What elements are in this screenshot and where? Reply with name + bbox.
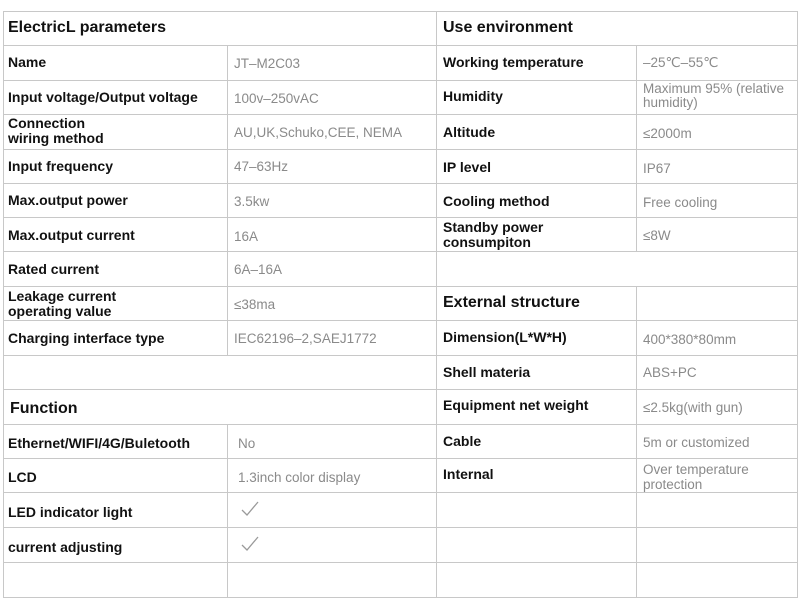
function-title: Function [10,400,78,417]
env-value-cooling: Free cooling [643,195,718,210]
struct-label-dimension: Dimension(L*W*H) [443,329,567,345]
env-value-temperature: –25℃–55℃ [643,55,719,70]
param-value-rated-current: 6A–16A [234,262,283,277]
param-value-max-power: 3.5kw [234,194,270,209]
struct-value-internal: Over temperature protection [643,462,749,492]
checkmark-icon [240,500,260,518]
param-label-voltage: Input voltage/Output voltage [8,89,198,105]
param-label-rated-current: Rated current [8,261,100,277]
struct-label-weight: Equipment net weight [443,397,589,413]
env-label-standby: Standby power consumpiton [443,219,544,250]
param-label-max-power: Max.output power [8,192,128,208]
param-value-max-current: 16A [234,229,259,244]
env-value-ip-level: IP67 [643,161,671,176]
param-label-max-current: Max.output current [8,227,135,243]
function-label-current-adjusting: current adjusting [8,539,123,555]
env-label-altitude: Altitude [443,124,496,140]
struct-value-dimension: 400*380*80mm [643,332,737,347]
struct-value-shell: ABS+PC [643,365,697,380]
param-value-wiring: AU,UK,Schuko,CEE, NEMA [234,125,403,140]
param-value-interface: IEC62196–2,SAEJ1772 [234,331,377,346]
struct-value-cable: 5m or customized [643,435,750,450]
use-environment-title: Use environment [443,19,573,36]
env-value-humidity: Maximum 95% (relative humidity) [643,81,785,110]
electric-params-title: ElectricL parameters [8,19,167,36]
param-label-leakage: Leakage current operating value [8,288,117,319]
env-label-ip-level: IP level [443,159,492,175]
struct-label-cable: Cable [443,433,482,449]
env-label-temperature: Working temperature [443,54,584,70]
struct-label-internal: Internal [443,466,494,482]
function-label-lcd: LCD [8,469,37,485]
param-value-voltage: 100v–250vAC [234,91,319,106]
struct-label-shell: Shell materia [443,364,531,380]
env-value-standby: ≤8W [643,228,671,243]
struct-value-weight: ≤2.5kg(with gun) [643,400,743,415]
param-label-interface: Charging interface type [8,330,165,346]
env-value-altitude: ≤2000m [643,126,692,141]
param-value-name: JT–M2C03 [234,56,301,71]
env-label-humidity: Humidity [443,88,503,104]
function-label-led: LED indicator light [8,504,133,520]
param-value-frequency: 47–63Hz [234,159,289,174]
checkmark-icon [240,535,260,553]
env-label-cooling: Cooling method [443,193,550,209]
param-label-name: Name [8,54,47,70]
param-label-frequency: Input frequency [8,158,114,174]
external-structure-title: External structure [443,294,580,311]
param-label-wiring: Connection wiring method [8,115,104,146]
function-label-connectivity: Ethernet/WIFI/4G/Buletooth [8,435,190,451]
function-value-connectivity: No [238,436,256,451]
function-value-lcd: 1.3inch color display [238,470,361,485]
param-value-leakage: ≤38ma [234,297,276,312]
